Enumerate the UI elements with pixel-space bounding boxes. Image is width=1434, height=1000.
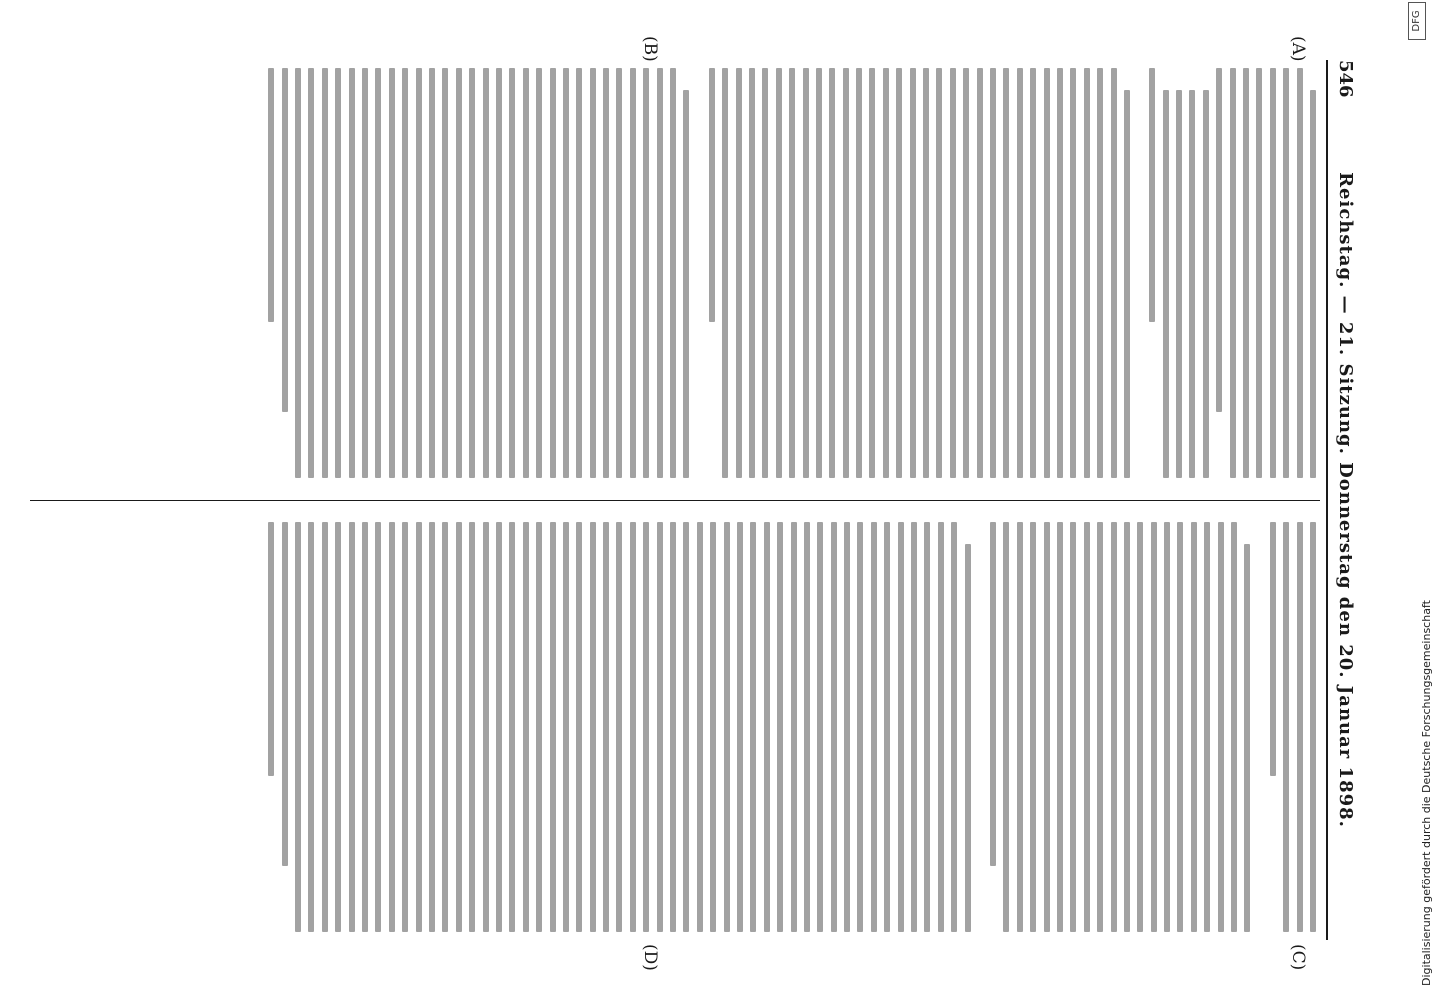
- text-line: [1191, 522, 1197, 932]
- text-line: [523, 522, 529, 932]
- text-line: [923, 68, 929, 478]
- text-line: [963, 68, 969, 478]
- text-line: [816, 68, 822, 478]
- text-line: [1124, 522, 1130, 932]
- text-line: [1084, 68, 1090, 478]
- text-line: [295, 522, 301, 932]
- text-line: [844, 522, 850, 932]
- text-line: [1111, 68, 1117, 478]
- text-line: [657, 68, 663, 478]
- text-line: [523, 68, 529, 478]
- text-line: [924, 522, 930, 932]
- text-line: [1256, 68, 1262, 478]
- text-line: [509, 522, 515, 932]
- text-line: [777, 522, 783, 932]
- text-line: [1270, 68, 1276, 478]
- text-line: [429, 522, 435, 932]
- text-line: [483, 522, 489, 932]
- text-line: [643, 522, 649, 932]
- text-line: [429, 68, 435, 478]
- text-line: [590, 522, 596, 932]
- text-line: [375, 68, 381, 478]
- text-line: [1097, 522, 1103, 932]
- text-line: [1204, 522, 1210, 932]
- text-line: [268, 68, 274, 322]
- text-line: [362, 68, 368, 478]
- text-line: [670, 68, 676, 478]
- text-line: [442, 522, 448, 932]
- text-line: [550, 68, 556, 478]
- text-line: [1283, 68, 1289, 478]
- text-line: [1084, 522, 1090, 932]
- text-line: [896, 68, 902, 478]
- text-line: [1218, 522, 1224, 932]
- text-line: [563, 522, 569, 932]
- text-line: [950, 68, 956, 478]
- margin-marker-d: (D): [640, 944, 660, 971]
- text-line: [1310, 522, 1316, 932]
- text-line: [1017, 68, 1023, 478]
- text-line: [576, 522, 582, 932]
- text-line: [282, 68, 288, 412]
- margin-marker-b: (B): [640, 36, 660, 62]
- text-line: [1230, 68, 1236, 478]
- text-line: [349, 68, 355, 478]
- running-head: Reichstag. — 21. Sitzung. Donnerstag den 20. Januar 1898.: [1335, 172, 1356, 828]
- text-line: [282, 522, 288, 866]
- text-line: [1017, 522, 1023, 932]
- margin-marker-a: (A): [1288, 36, 1308, 62]
- text-line: [736, 68, 742, 478]
- text-line: [709, 68, 715, 322]
- text-line: [563, 68, 569, 478]
- text-line: [469, 68, 475, 478]
- text-line: [803, 68, 809, 478]
- text-line: [362, 522, 368, 932]
- text-line: [657, 522, 663, 932]
- text-line: [630, 68, 636, 478]
- text-line: [1003, 68, 1009, 478]
- text-line: [938, 522, 944, 932]
- text-line: [603, 522, 609, 932]
- digitization-credit: Digitalisierung gefördert durch die Deutsche Forschungsgemeinschaft: [1420, 600, 1433, 986]
- text-line: [402, 68, 408, 478]
- text-line: [496, 68, 502, 478]
- text-line: [603, 68, 609, 478]
- text-line: [402, 522, 408, 932]
- text-line: [1163, 90, 1169, 478]
- text-line: [990, 68, 996, 478]
- text-line: [1270, 522, 1276, 776]
- text-line: [776, 68, 782, 478]
- text-line: [1231, 522, 1237, 932]
- text-line: [268, 522, 274, 776]
- text-line: [322, 68, 328, 478]
- text-line: [884, 522, 890, 932]
- text-line: [375, 522, 381, 932]
- text-line: [1137, 522, 1143, 932]
- text-line: [308, 522, 314, 932]
- text-line: [670, 522, 676, 932]
- text-line: [1176, 90, 1182, 478]
- text-line: [643, 68, 649, 478]
- text-line: [616, 522, 622, 932]
- text-line: [951, 522, 957, 932]
- text-line: [750, 522, 756, 932]
- text-line: [416, 68, 422, 478]
- text-line: [910, 68, 916, 478]
- text-column-left: [96, 68, 1316, 478]
- text-line: [1297, 522, 1303, 932]
- text-line: [630, 522, 636, 932]
- text-line: [1244, 544, 1250, 932]
- text-line: [683, 522, 689, 932]
- text-line: [389, 522, 395, 932]
- text-line: [1283, 522, 1289, 932]
- text-line: [1003, 522, 1009, 932]
- text-line: [977, 68, 983, 478]
- text-line: [858, 522, 864, 932]
- text-line: [496, 522, 502, 932]
- text-line: [308, 68, 314, 478]
- text-line: [483, 68, 489, 478]
- text-line: [817, 522, 823, 932]
- text-line: [1097, 68, 1103, 478]
- column-divider: [30, 500, 1320, 501]
- text-line: [990, 522, 996, 866]
- text-line: [1030, 522, 1036, 932]
- text-line: [1203, 90, 1209, 478]
- text-line: [843, 68, 849, 478]
- text-line: [590, 68, 596, 478]
- text-line: [1057, 522, 1063, 932]
- text-line: [722, 68, 728, 478]
- scan-credit-strip: [1400, 0, 1434, 1000]
- text-line: [1243, 68, 1249, 478]
- text-line: [764, 522, 770, 932]
- text-line: [349, 522, 355, 932]
- text-line: [550, 522, 556, 932]
- text-line: [1151, 522, 1157, 932]
- text-line: [389, 68, 395, 478]
- text-line: [1177, 522, 1183, 932]
- text-line: [335, 68, 341, 478]
- text-line: [616, 68, 622, 478]
- text-line: [762, 68, 768, 478]
- text-line: [509, 68, 515, 478]
- text-line: [416, 522, 422, 932]
- text-line: [456, 522, 462, 932]
- text-line: [335, 522, 341, 932]
- text-line: [737, 522, 743, 932]
- dfg-logo-badge: DFG: [1408, 2, 1426, 40]
- header-rule: [1326, 60, 1328, 940]
- text-line: [295, 68, 301, 478]
- page-number: 546: [1335, 60, 1356, 98]
- credit-rotated: [1400, 0, 1434, 1000]
- text-line: [697, 522, 703, 932]
- text-line: [804, 522, 810, 932]
- text-line: [1216, 68, 1222, 412]
- text-line: [898, 522, 904, 932]
- text-line: [1164, 522, 1170, 932]
- text-line: [911, 522, 917, 932]
- text-line: [870, 68, 876, 478]
- page-header: [1328, 60, 1360, 940]
- text-line: [442, 68, 448, 478]
- text-line: [1044, 522, 1050, 932]
- text-line: [789, 68, 795, 478]
- text-line: [536, 68, 542, 478]
- text-line: [1030, 68, 1036, 478]
- text-line: [791, 522, 797, 932]
- text-line: [576, 68, 582, 478]
- text-line: [1310, 90, 1316, 478]
- text-line: [1057, 68, 1063, 478]
- text-line: [1149, 68, 1155, 322]
- text-line: [1111, 522, 1117, 932]
- text-line: [856, 68, 862, 478]
- text-line: [871, 522, 877, 932]
- text-line: [1070, 522, 1076, 932]
- text-line: [683, 90, 689, 478]
- text-line: [724, 522, 730, 932]
- text-line: [710, 522, 716, 932]
- text-line: [1297, 68, 1303, 478]
- text-line: [456, 68, 462, 478]
- text-line: [749, 68, 755, 478]
- text-line: [1189, 90, 1195, 478]
- text-line: [831, 522, 837, 932]
- text-line: [322, 522, 328, 932]
- margin-marker-c: (C): [1288, 944, 1308, 971]
- text-line: [883, 68, 889, 478]
- text-line: [1070, 68, 1076, 478]
- text-line: [936, 68, 942, 478]
- text-column-right: [96, 522, 1316, 932]
- text-line: [469, 522, 475, 932]
- text-line: [1044, 68, 1050, 478]
- text-line: [536, 522, 542, 932]
- text-line: [829, 68, 835, 478]
- text-line: [1124, 90, 1130, 478]
- text-line: [965, 544, 971, 932]
